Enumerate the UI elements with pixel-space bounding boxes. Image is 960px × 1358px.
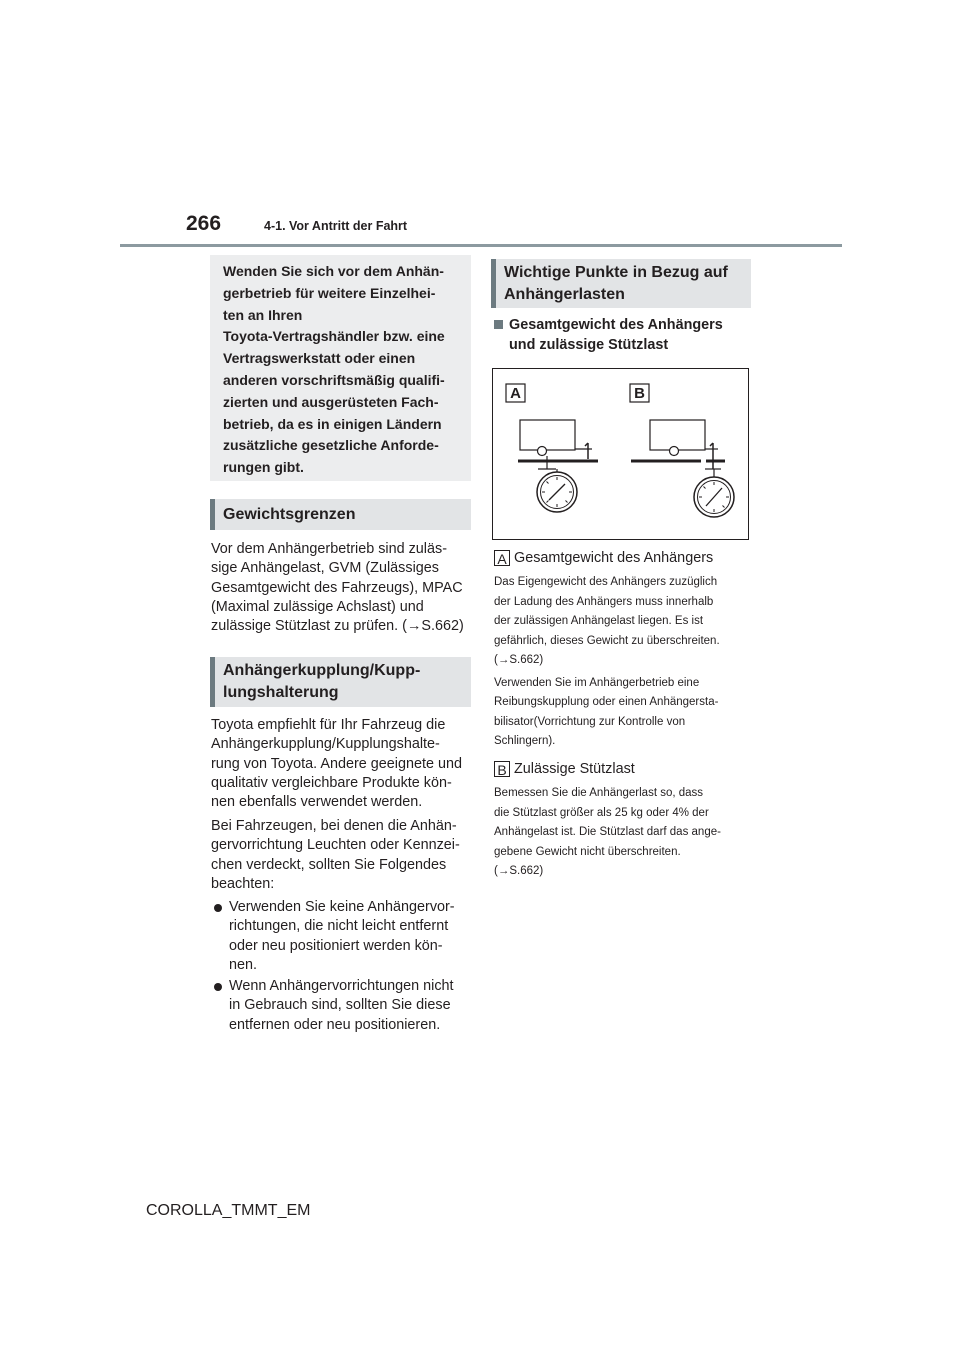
note-line: zierten und ausgerüsteten Fach-	[223, 393, 439, 410]
label-a: A	[510, 385, 521, 402]
text-line: gervorrichtung Leuchten oder Kennzei-	[211, 837, 460, 854]
text-line: gefährlich, dieses Gewicht zu überschreiten.	[494, 634, 720, 647]
note-box	[210, 255, 471, 481]
text-line: sige Anhängelast, GVM (Zulässiges	[211, 560, 439, 577]
text-line: Verwenden Sie keine Anhängervor-	[229, 899, 455, 915]
text-line: (Maximal zulässige Achslast) und	[211, 598, 424, 615]
text-line: (→S.662)	[494, 654, 544, 666]
bullet-dot-icon	[214, 904, 222, 912]
scale-a-icon	[537, 469, 577, 512]
paragraph-b	[494, 784, 754, 882]
label-b: B	[634, 385, 645, 402]
caption-b	[494, 760, 635, 779]
note-line: zusätzliche gesetzliche Anforde-	[223, 437, 439, 454]
text-line: (→S.662)	[494, 865, 544, 877]
bullet-item	[229, 898, 455, 975]
text-line: Vor dem Anhängerbetrieb sind zuläs-	[211, 541, 447, 557]
note-line: Vertragswerkstatt oder einen	[223, 350, 416, 367]
text-line: chen verdeckt, sollten Sie Folgendes	[211, 856, 447, 873]
note-line: rungen gibt.	[223, 459, 304, 476]
text-line: nen.	[229, 956, 258, 973]
subheading-line: und zulässige Stützlast	[509, 336, 669, 353]
text-line: bilisator(Vorrichtung zur Kontrolle von	[494, 715, 686, 728]
text-line: Schlingern).	[494, 735, 556, 747]
text-line: Verwenden Sie im Anhängerbetrieb eine	[494, 676, 700, 689]
paragraph-a	[494, 573, 754, 752]
text-line: gebene Gewicht nicht überschreiten.	[494, 845, 681, 858]
note-line: Toyota-Vertragshändler bzw. eine	[223, 328, 445, 345]
text-line: die Stützlast größer als 25 kg oder 4% der	[494, 806, 709, 819]
page-number: 266	[186, 212, 222, 235]
text-line: Toyota empfiehlt für Ihr Fahrzeug die	[211, 717, 446, 733]
heading-gewichtsgrenzen	[210, 499, 471, 530]
note-line: betrieb, da es in einigen Ländern	[223, 415, 442, 432]
bullet-item	[229, 977, 454, 1035]
text-line: zulässige Stützlast zu prüfen. (→S.662)	[211, 618, 464, 635]
trailer-load-diagram	[492, 368, 749, 540]
heading-wichtige-punkte	[491, 259, 751, 308]
heading-text: Anhängerkupplung/Kupp-	[223, 662, 421, 679]
subheading-line: Gesamtgewicht des Anhängers	[509, 317, 723, 333]
heading-anhaengerkupplung	[210, 657, 471, 707]
trailer-a-icon	[518, 420, 598, 469]
text-line: Bei Fahrzeugen, bei denen die Anhän-	[211, 818, 457, 834]
text-line: entfernen oder neu positionieren.	[229, 1016, 441, 1033]
text-line: Anhängerkupplung/Kupplungshalte-	[211, 736, 440, 753]
heading-text: lungshalterung	[223, 684, 339, 701]
text-line: nen ebenfalls verwendet werden.	[211, 794, 423, 811]
caption-b-text: Zulässige Stützlast	[514, 761, 635, 777]
note-line: anderen vorschriftsmäßig qualifi-	[223, 371, 445, 388]
subheading	[497, 316, 723, 355]
text-line: Reibungskupplung oder einen Anhängersta-	[494, 696, 719, 708]
header-rule	[120, 244, 842, 247]
paragraph-kupplung-1	[211, 716, 473, 812]
text-line: oder neu positioniert werden kön-	[229, 937, 443, 954]
trailer-b-icon	[631, 420, 725, 469]
caption-a	[494, 549, 713, 568]
heading-text: Gewichtsgrenzen	[223, 505, 356, 523]
paragraph-gewichtsgrenzen	[211, 540, 473, 636]
note-line: Wenden Sie sich vor dem Anhän-	[223, 263, 444, 279]
square-bullet-icon	[494, 320, 503, 329]
text-line: qualitativ vergleichbare Produkte kön-	[211, 774, 452, 791]
text-line: der zulässigen Anhängelast liegen. Es ist	[494, 615, 704, 627]
text-line: der Ladung des Anhängers muss innerhalb	[494, 595, 714, 608]
paragraph-kupplung-2	[211, 817, 473, 894]
note-line: gerbetrieb für weitere Einzelhei-	[223, 284, 436, 301]
caption-a-text: Gesamtgewicht des Anhängers	[514, 550, 714, 566]
bullet-dot-icon	[214, 983, 222, 991]
heading-text: Wichtige Punkte in Bezug auf	[504, 263, 728, 281]
letter-b-box: B	[494, 761, 510, 777]
heading-text: Anhängerlasten	[504, 285, 625, 303]
trailer-diagram-svg	[493, 369, 748, 539]
text-line: Gesamtgewicht des Fahrzeugs), MPAC	[211, 579, 463, 596]
text-line: richtungen, die nicht leicht entfernt	[229, 918, 449, 935]
text-line: Das Eigengewicht des Anhängers zuzüglich	[494, 576, 718, 588]
text-line: Anhängelast ist. Die Stützlast darf das ange-	[494, 826, 721, 838]
text-line: rung von Toyota. Andere geeignete und	[211, 755, 462, 772]
footer-model: COROLLA_TMMT_EM	[146, 1202, 311, 1219]
text-line: beachten:	[211, 875, 275, 892]
letter-a-box: A	[494, 550, 510, 566]
text-line: Wenn Anhängervorrichtungen nicht	[229, 978, 454, 994]
note-line: ten an Ihren	[223, 306, 303, 323]
text-line: Bemessen Sie die Anhängerlast so, dass	[494, 787, 704, 799]
scale-b-icon	[694, 469, 734, 517]
text-line: in Gebrauch sind, sollten Sie diese	[229, 997, 451, 1014]
section-title: 4-1. Vor Antritt der Fahrt	[264, 219, 408, 233]
